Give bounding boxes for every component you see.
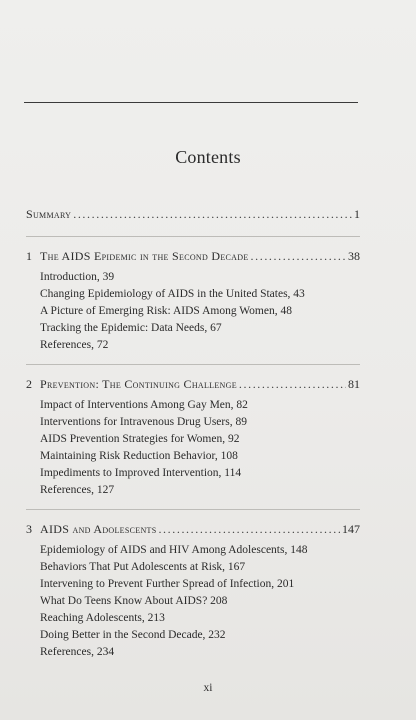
section-entry: Interventions for Intravenous Drug Users, 89 (40, 416, 247, 428)
section-entry: Reaching Adolescents, 213 (40, 612, 165, 624)
section-entry: Impact of Interventions Among Gay Men, 82 (40, 399, 248, 411)
chapter-title: The AIDS Epidemic in the Second Decade (40, 249, 249, 263)
chapter-sections (26, 542, 360, 661)
section-divider (26, 236, 360, 237)
toc-entry-summary (26, 205, 360, 223)
section-entry: Tracking the Epidemic: Data Needs, 67 (40, 322, 222, 334)
chapter-page-number: 38 (348, 249, 360, 263)
section-entry: References, 234 (40, 646, 115, 658)
chapter-title: AIDS and Adolescents (40, 522, 157, 536)
section-entry: AIDS Prevention Strategies for Women, 92 (40, 433, 240, 445)
chapter-number: 3 (26, 522, 32, 536)
dot-leader (251, 247, 346, 265)
section-entry: Intervening to Prevent Further Spread of Infection, 201 (40, 578, 295, 590)
section-entry: A Picture of Emerging Risk: AIDS Among Women, 48 (40, 305, 292, 317)
section-entry: Epidemiology of AIDS and HIV Among Adolescents, 148 (40, 544, 308, 556)
section-entry: What Do Teens Know About AIDS? 208 (40, 595, 228, 607)
table-of-contents (26, 205, 360, 671)
section-entry: Impediments to Improved Intervention, 114 (40, 467, 242, 479)
section-entry: References, 127 (40, 484, 115, 496)
section-entry: Introduction, 39 (40, 271, 115, 283)
section-entry: Doing Better in the Second Decade, 232 (40, 629, 226, 641)
summary-label: Summary (26, 207, 72, 221)
chapter-title: Prevention: The Continuing Challenge (40, 377, 237, 391)
top-rule (24, 102, 358, 103)
chapter-number: 2 (26, 377, 32, 391)
section-entry: Changing Epidemiology of AIDS in the United States, 43 (40, 288, 305, 300)
section-entry: Maintaining Risk Reduction Behavior, 108 (40, 450, 238, 462)
section-entry: References, 72 (40, 339, 109, 351)
section-divider (26, 509, 360, 510)
chapter-heading (26, 375, 360, 393)
dot-leader (73, 205, 352, 223)
chapter-heading (26, 520, 360, 538)
chapter-sections (26, 269, 360, 354)
section-entry: Behaviors That Put Adolescents at Risk, 167 (40, 561, 246, 573)
chapter-page-number: 81 (348, 377, 360, 391)
chapter-sections (26, 397, 360, 499)
dot-leader (158, 520, 340, 538)
chapter-page-number: 147 (342, 522, 360, 536)
chapter-1 (26, 247, 360, 354)
chapter-2 (26, 375, 360, 499)
page-number-folio: xi (203, 682, 213, 694)
section-divider (26, 364, 360, 365)
summary-page-number: 1 (354, 207, 360, 221)
chapter-heading (26, 247, 360, 265)
chapter-number: 1 (26, 249, 32, 263)
dot-leader (239, 375, 346, 393)
page-title: Contents (175, 147, 241, 167)
chapter-3 (26, 520, 360, 661)
